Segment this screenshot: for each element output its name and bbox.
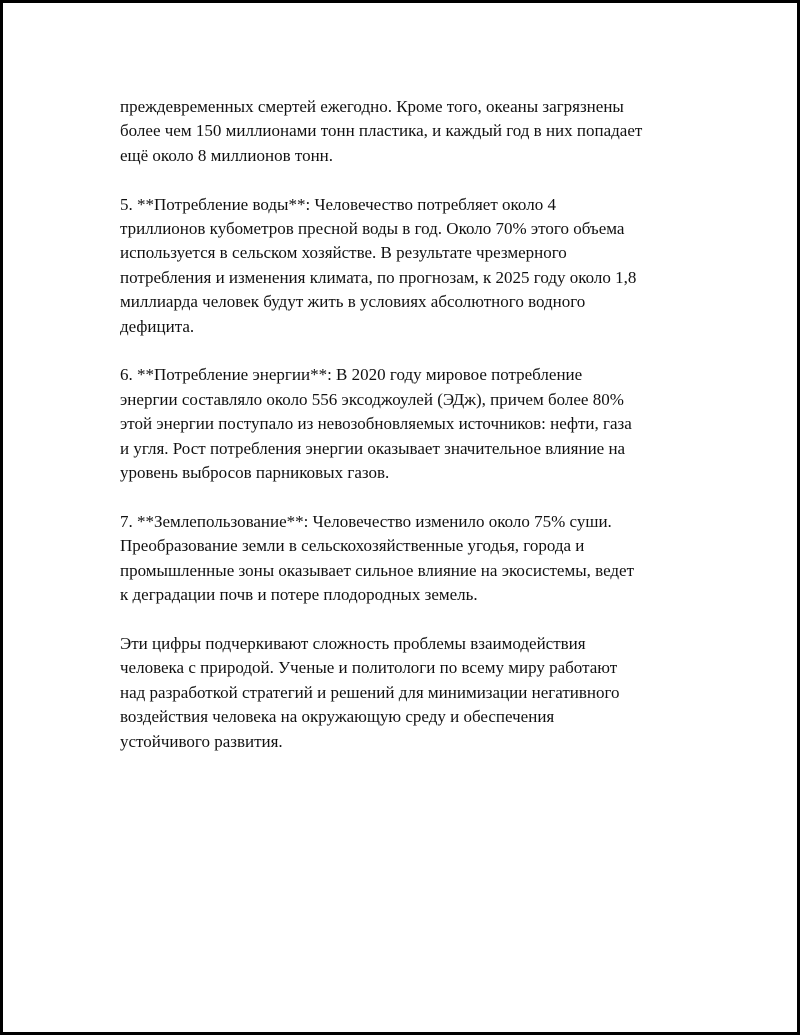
text-line: дефицита. (120, 316, 195, 336)
text-line: и угля. Рост потребления энергии оказывает значительное влияние на (120, 438, 626, 458)
text-line: уровень выбросов парниковых газов. (120, 463, 390, 483)
text-line: Преобразование земли в сельскохозяйственные угодья, города и (120, 536, 585, 556)
paragraph-land-use (120, 510, 700, 608)
text-line: 6. **Потребление энергии**: В 2020 году мировое потребление (120, 365, 583, 385)
text-line: триллионов кубометров пресной воды в год. Около 70% этого объема (120, 219, 625, 239)
text-line: ещё около 8 миллионов тонн. (120, 145, 334, 165)
text-line: промышленные зоны оказывает сильное влияние на экосистемы, ведет (120, 560, 635, 580)
document-body (120, 95, 700, 778)
text-line: преждевременных смертей ежегодно. Кроме того, океаны загрязнены (120, 97, 624, 116)
paragraph-pollution-continued (120, 95, 700, 168)
text-line: устойчивого развития. (120, 731, 283, 751)
text-line: энергии составляло около 556 эксоджоулей (ЭДж), причем более 80% (120, 389, 624, 409)
text-line: этой энергии поступало из невозобновляемых источников: нефти, газа (120, 414, 632, 434)
paragraph-energy-consumption (120, 363, 700, 485)
text-line: над разработкой стратегий и решений для минимизации негативного (120, 682, 620, 702)
text-line: Эти цифры подчеркивают сложность проблемы взаимодействия (120, 633, 586, 653)
text-line: используется в сельском хозяйстве. В результате чрезмерного (120, 243, 567, 263)
text-line: потребления и изменения климата, по прогнозам, к 2025 году около 1,8 (120, 267, 637, 287)
text-line: к деградации почв и потере плодородных земель. (120, 585, 478, 605)
text-line: миллиарда человек будут жить в условиях абсолютного водного (120, 292, 586, 312)
text-line: воздействия человека на окружающую среду и обеспечения (120, 707, 555, 727)
text-line: 5. **Потребление воды**: Человечество потребляет около 4 (120, 194, 556, 214)
paragraph-water-consumption (120, 193, 700, 339)
text-line: 7. **Землепользование**: Человечество изменило около 75% суши. (120, 511, 612, 531)
text-line: более чем 150 миллионами тонн пластика, и каждый год в них попадает (120, 121, 643, 141)
paragraph-conclusion (120, 632, 700, 754)
text-line: человека с природой. Ученые и политологи по всему миру работают (120, 658, 618, 678)
